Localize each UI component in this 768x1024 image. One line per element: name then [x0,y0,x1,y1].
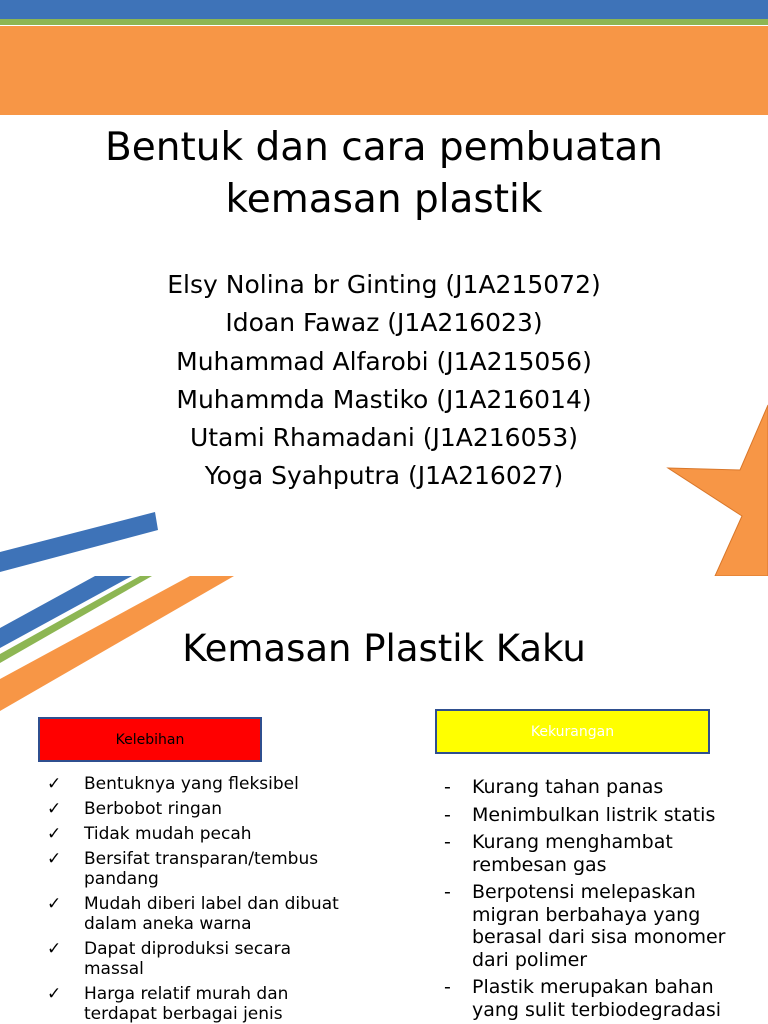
list-item [440,881,760,971]
list-item-text: Bentuknya yang fleksibel [84,774,299,794]
list-item-text: Berpotensi melepaskan migran berbahaya yang berasal dari sisa monomer dari polimer [472,881,726,971]
list-item [44,799,344,819]
author-list [0,266,768,496]
kekurangan-list [440,776,760,1024]
dash-bullet: - [444,831,451,853]
list-item [44,824,344,844]
dash-bullet: - [444,776,451,798]
list-item-text: Plastik merupakan bahan yang sulit terbiodegradasi [472,976,722,1021]
list-item-text: Mudah diberi label dan dibuat dalam aneka warna [84,894,339,934]
author-item: Utami Rhamadani (J1A216053) [189,423,579,453]
list-item-text: Berbobot ringan [84,799,223,819]
list-item [440,776,760,799]
list-item-text: Dapat diproduksi secara massal [84,939,291,979]
list-item-text: Tidak mudah pecah [84,824,252,844]
kelebihan-list [44,774,344,1024]
slide-kemasan-plastik-kaku [0,576,768,1024]
list-item [440,804,760,827]
list-item [44,849,344,889]
checkmark-icon: ✓ [47,939,62,959]
kelebihan-label-box: Kelebihan [38,717,262,762]
list-item-text: Bersifat transparan/tembus pandang [84,849,319,889]
checkmark-icon: ✓ [47,894,62,914]
checkmark-icon: ✓ [47,984,62,1004]
slide-title-text: Kemasan Plastik Kaku [182,627,586,670]
kekurangan-label-box: Kekurangan [435,709,710,754]
dash-bullet: - [444,976,451,998]
list-item [44,774,344,794]
list-item [440,831,760,876]
blue-diagonal-bar [0,512,158,572]
list-item [44,894,344,934]
checkmark-icon: ✓ [47,824,62,844]
title-line-2: kemasan plastik [225,177,543,222]
list-item [44,939,344,979]
slide-title-text [0,122,768,226]
top-blue-stripe [0,0,768,19]
author-item: Idoan Fawaz (J1A216023) [225,308,543,338]
author-item: Muhammad Alfarobi (J1A215056) [176,346,592,376]
list-item [440,976,760,1021]
dash-bullet: - [444,881,451,903]
list-item-text: Harga relatif murah dan terdapat berbagai jenis [84,984,289,1024]
top-orange-banner [0,26,768,115]
list-item [44,984,344,1024]
top-green-stripe [0,19,768,25]
list-item-text: Kurang tahan panas [472,776,664,798]
author-item: Elsy Nolina br Ginting (J1A215072) [167,270,601,299]
list-item-text: Menimbulkan listrik statis [472,803,716,826]
author-item: Muhammda Mastiko (J1A216014) [176,384,592,414]
checkmark-icon: ✓ [47,774,62,794]
checkmark-icon: ✓ [47,799,62,819]
dash-bullet: - [444,803,451,826]
author-item: Yoga Syahputra (J1A216027) [204,461,564,491]
title-line-1: Bentuk dan cara pembuatan [105,125,663,170]
checkmark-icon: ✓ [47,849,62,869]
list-item-text: Kurang menghambat rembesan gas [472,831,673,876]
